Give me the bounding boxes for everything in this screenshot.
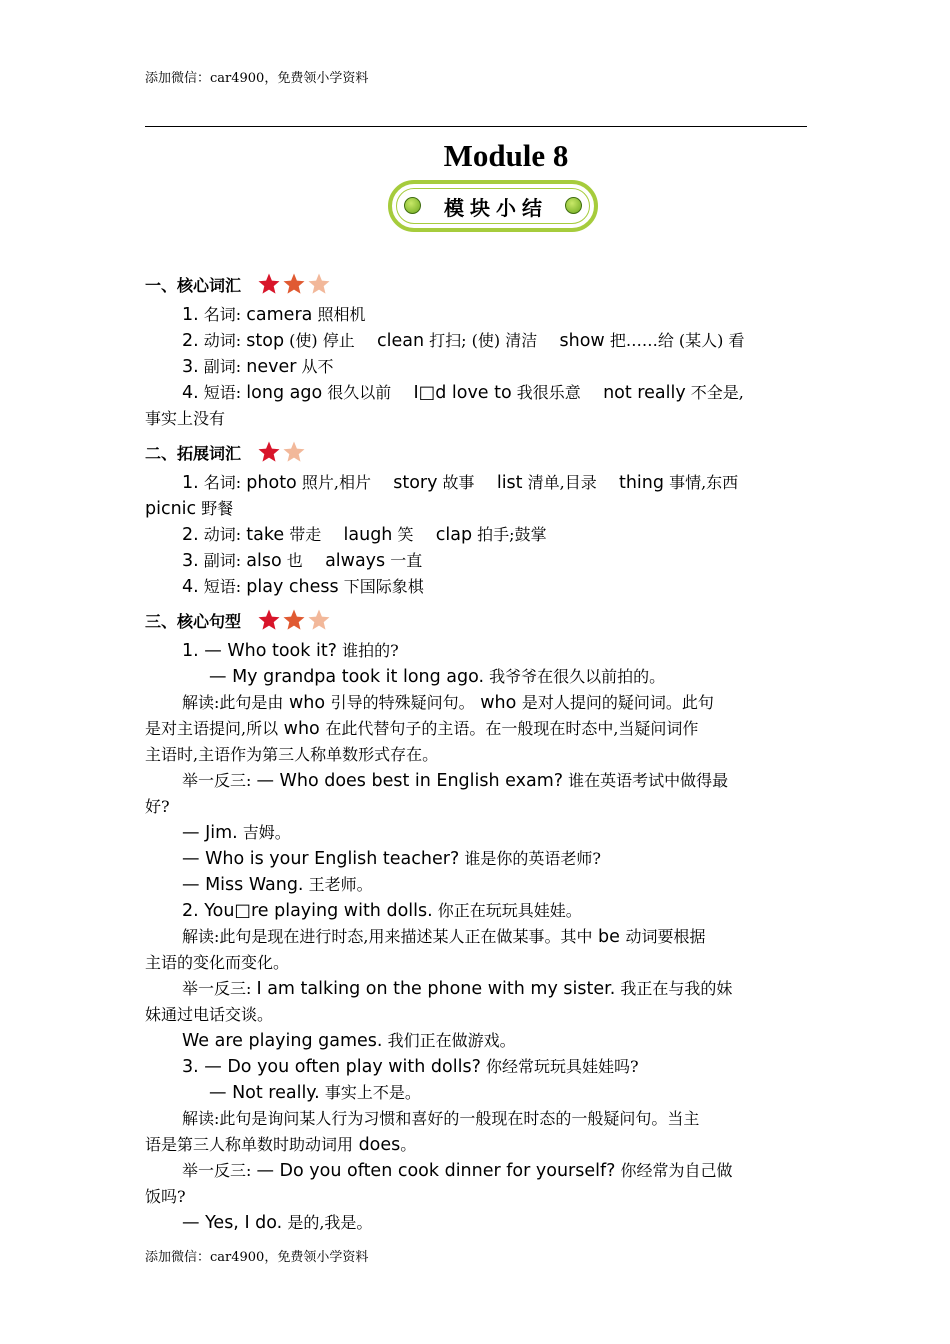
sentence-question (145, 1054, 807, 1080)
explanation-text: 在此代替句子的主语。在一般现在时态中,当疑问词作 (325, 719, 699, 738)
word-type: 动词: (198, 525, 247, 544)
example-label: 举一反三: (182, 771, 257, 790)
star-icon (307, 272, 331, 296)
difficulty-stars (257, 608, 332, 632)
chinese-meaning: 照片,相片 (296, 473, 371, 492)
english-sentence: 2. You□re playing with dolls. (182, 901, 433, 921)
chinese-translation: 我正在与我的妹 (615, 979, 733, 998)
star-icon (282, 272, 306, 296)
english-word: show (559, 331, 605, 351)
english-word: who (283, 693, 331, 713)
chinese-meaning: 下国际象棋 (338, 577, 424, 596)
english-word: list (496, 473, 523, 493)
english-word: clean (377, 331, 425, 351)
sentence-statement (145, 898, 807, 924)
example-line (145, 846, 807, 872)
header-note: 添加微信：car4900，免费领小学资料 (145, 71, 369, 86)
section-heading-core-sentences (145, 602, 807, 638)
example-line (145, 976, 807, 1002)
item-number: 3. (182, 551, 199, 571)
explanation-text: 动词要根据 (625, 927, 706, 946)
english-word: long ago (246, 383, 323, 403)
english-word: be (592, 927, 626, 947)
item-number: 2. (182, 525, 199, 545)
item-number: 4. (182, 383, 199, 403)
chinese-meaning: 事实上没有 (145, 409, 226, 428)
vocab-line (145, 470, 807, 496)
example-line (145, 768, 807, 794)
example-label: 举一反三: (182, 1161, 257, 1180)
word-type: 名词: (198, 473, 247, 492)
sentence-question (145, 638, 807, 664)
english-word: who (278, 719, 326, 739)
difficulty-stars (257, 440, 307, 464)
explanation-text: 主语的变化而变化。 (145, 953, 290, 972)
word-type: 副词: (198, 357, 247, 376)
word-type: 名词: (198, 305, 247, 324)
star-icon (257, 440, 281, 464)
header-rule (145, 126, 807, 127)
english-word: camera (246, 305, 313, 325)
english-sentence: — My grandpa took it long ago. (209, 667, 485, 687)
english-sentence: — Miss Wang. (182, 875, 304, 895)
chinese-meaning: 一直 (385, 551, 423, 570)
example-line (145, 1210, 807, 1236)
explanation-text: 是对人提问的疑问词。此句 (521, 693, 714, 712)
word-type: 副词: (198, 551, 247, 570)
example-line (145, 872, 807, 898)
english-sentence: — Jim. (182, 823, 238, 843)
english-word: always (325, 551, 386, 571)
word-type: 动词: (198, 331, 247, 350)
english-sentence: — Not really. (209, 1083, 320, 1103)
example-line-continued (145, 794, 807, 820)
example-label: 举一反三: (182, 979, 257, 998)
example-line (145, 1028, 807, 1054)
chinese-meaning: 带走 (284, 525, 322, 544)
chinese-meaning: 照相机 (312, 305, 366, 324)
explanation-text: 解读:此句是由 (182, 693, 284, 712)
chinese-translation: 你经常为自己做 (615, 1161, 733, 1180)
vocab-line (145, 328, 807, 354)
explanation-line (145, 1106, 807, 1132)
english-sentence: — Do you often cook dinner for yourself? (256, 1161, 616, 1181)
section-heading-core-vocab (145, 266, 807, 302)
example-line (145, 820, 807, 846)
explanation-line (145, 742, 807, 768)
chinese-translation: 谁拍的? (336, 641, 399, 660)
chinese-meaning: (使) 停止 (284, 331, 355, 350)
chinese-translation: 饭吗? (145, 1187, 186, 1206)
vocab-line-continued (145, 406, 807, 432)
chinese-translation: 你正在玩玩具娃娃。 (432, 901, 582, 920)
chinese-meaning: 拍手;鼓掌 (472, 525, 547, 544)
chinese-translation: 王老师。 (303, 875, 373, 894)
main-content (145, 264, 807, 1236)
item-number: 2. (182, 331, 199, 351)
explanation-text: 是对主语提问,所以 (145, 719, 279, 738)
sentence-answer (145, 1080, 807, 1106)
chinese-translation: 你经常玩玩具娃娃吗? (480, 1057, 639, 1076)
star-icon (282, 608, 306, 632)
chinese-translation: 是的,我是。 (282, 1213, 373, 1232)
chinese-translation: 事实上不是。 (319, 1083, 421, 1102)
explanation-line (145, 716, 807, 742)
english-word: clap (435, 525, 473, 545)
example-line-continued (145, 1184, 807, 1210)
chinese-meaning: 我很乐意 (511, 383, 581, 402)
badge-label: 模块小结 (444, 195, 548, 220)
chinese-meaning: 把……给 (某人) 看 (604, 331, 745, 350)
vocab-line (145, 574, 807, 600)
difficulty-stars (257, 272, 332, 296)
explanation-line (145, 1132, 807, 1158)
green-dot-icon (565, 197, 582, 214)
star-icon (282, 440, 306, 464)
explanation-line (145, 950, 807, 976)
item-number: 3. (182, 357, 199, 377)
english-sentence: I am talking on the phone with my sister. (256, 979, 616, 999)
chinese-translation: 好? (145, 797, 170, 816)
english-word: also (246, 551, 282, 571)
english-word: photo (246, 473, 297, 493)
english-sentence: We are playing games. (182, 1031, 383, 1051)
page-title: Module 8 (443, 138, 569, 173)
chinese-meaning: 野餐 (196, 499, 234, 518)
english-word: does (353, 1135, 401, 1155)
english-word: not really (603, 383, 686, 403)
star-icon (257, 608, 281, 632)
english-sentence: 1. — Who took it? (182, 641, 337, 661)
english-word: thing (618, 473, 664, 493)
green-dot-icon (404, 197, 421, 214)
word-type: 短语: (198, 577, 247, 596)
vocab-line (145, 354, 807, 380)
chinese-translation: 吉姆。 (237, 823, 291, 842)
explanation-line (145, 690, 807, 716)
chinese-translation: 谁在英语考试中做得最 (563, 771, 729, 790)
explanation-text: 。 (400, 1135, 417, 1154)
chinese-meaning: 很久以前 (322, 383, 392, 402)
footer-note: 添加微信：car4900，免费领小学资料 (145, 1250, 369, 1265)
english-sentence: — Who does best in English exam? (256, 771, 564, 791)
section-title: 三、核心句型 (145, 611, 242, 631)
chinese-meaning: 清单,目录 (522, 473, 597, 492)
item-number: 4. (182, 577, 199, 597)
star-icon (307, 608, 331, 632)
english-word: stop (246, 331, 285, 351)
vocab-line-continued (145, 496, 807, 522)
chinese-meaning: 故事 (437, 473, 475, 492)
section-title: 二、拓展词汇 (145, 443, 242, 463)
chinese-meaning: 事情,东西 (664, 473, 739, 492)
chinese-translation: 谁是你的英语老师? (459, 849, 601, 868)
english-word: who (474, 693, 522, 713)
chinese-translation: 我们正在做游戏。 (382, 1031, 516, 1050)
chinese-translation: 妹通过电话交谈。 (145, 1005, 274, 1024)
example-line (145, 1158, 807, 1184)
chinese-meaning: 从不 (296, 357, 334, 376)
star-icon (257, 272, 281, 296)
english-word: take (246, 525, 285, 545)
chinese-meaning: 笑 (392, 525, 414, 544)
vocab-line (145, 380, 807, 406)
english-word: story (393, 473, 438, 493)
vocab-line (145, 302, 807, 328)
english-sentence: — Yes, I do. (182, 1213, 283, 1233)
english-word: never (246, 357, 297, 377)
english-word: I□d love to (413, 383, 512, 403)
english-word: picnic (145, 499, 197, 519)
section-title: 一、核心词汇 (145, 275, 242, 295)
chinese-meaning: 也 (281, 551, 303, 570)
vocab-line (145, 522, 807, 548)
item-number: 1. (182, 305, 199, 325)
explanation-text: 解读:此句是现在进行时态,用来描述某人正在做某事。其中 (182, 927, 593, 946)
explanation-line (145, 924, 807, 950)
chinese-translation: 我爷爷在很久以前拍的。 (484, 667, 666, 686)
english-sentence: — Who is your English teacher? (182, 849, 460, 869)
section-heading-extended-vocab (145, 434, 807, 470)
chinese-meaning: 不全是, (685, 383, 744, 402)
explanation-text: 主语时,主语作为第三人称单数形式存在。 (145, 745, 439, 764)
english-word: play chess (246, 577, 339, 597)
sentence-answer (145, 664, 807, 690)
item-number: 1. (182, 473, 199, 493)
example-line-continued (145, 1002, 807, 1028)
word-type: 短语: (198, 383, 247, 402)
chinese-meaning: 打扫; (使) 清洁 (424, 331, 538, 350)
explanation-text: 解读:此句是询问某人行为习惯和喜好的一般现在时态的一般疑问句。当主 (182, 1109, 700, 1128)
english-sentence: 3. — Do you often play with dolls? (182, 1057, 481, 1077)
explanation-text: 语是第三人称单数时助动词用 (145, 1135, 354, 1154)
explanation-text: 引导的特殊疑问句。 (330, 693, 475, 712)
module-summary-badge (388, 180, 598, 232)
vocab-line (145, 548, 807, 574)
english-word: laugh (343, 525, 393, 545)
